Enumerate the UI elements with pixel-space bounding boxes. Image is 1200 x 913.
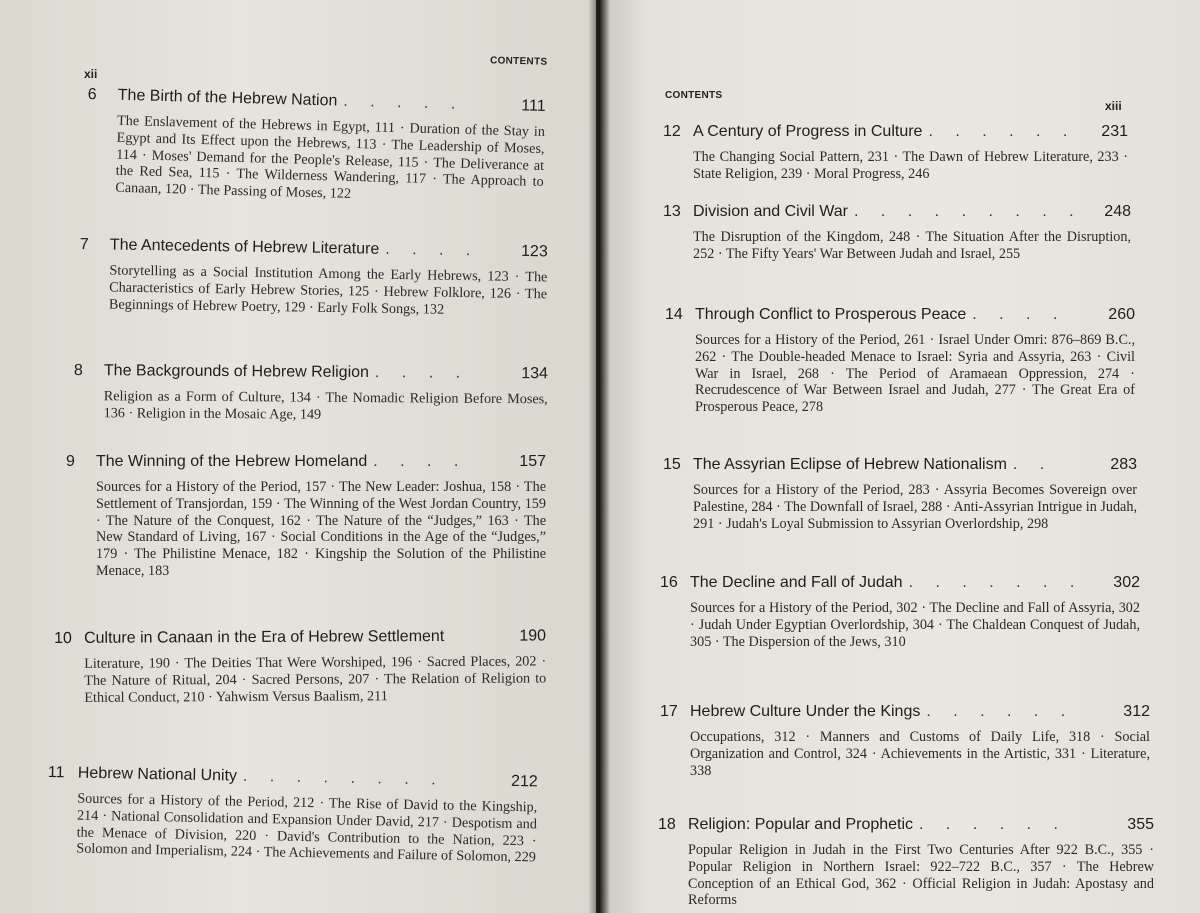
- page-folio: xii: [84, 67, 98, 81]
- chapter-line: [660, 574, 1140, 592]
- chapter-number: 9: [66, 453, 75, 470]
- chapter-page-number: 111: [521, 97, 546, 115]
- chapter-number: 6: [87, 86, 97, 104]
- chapter-title: The Backgrounds of Hebrew Religion: [103, 362, 370, 382]
- dot-leader: . . . .: [373, 453, 468, 470]
- chapter-page-number: 260: [1108, 306, 1135, 323]
- chapter-line: [663, 456, 1137, 474]
- chapter-number: 15: [663, 456, 681, 473]
- chapter-title: Through Conflict to Prosperous Peace: [695, 306, 967, 323]
- page-folio: xiii: [1105, 99, 1122, 113]
- chapter-line: [660, 703, 1150, 721]
- toc-entry: [658, 816, 1154, 909]
- chapter-title: The Antecedents of Hebrew Literature: [109, 236, 380, 258]
- toc-entry: [663, 123, 1128, 183]
- chapter-title: Division and Civil War: [693, 203, 848, 220]
- toc-entry: [79, 236, 548, 320]
- dot-leader: . . . . . .: [928, 123, 1077, 140]
- chapter-line: [658, 816, 1154, 834]
- chapter-number: 10: [54, 629, 72, 647]
- chapter-page-number: 312: [1123, 703, 1150, 720]
- chapter-number: 8: [73, 362, 83, 380]
- chapter-line: [80, 236, 548, 261]
- dot-leader: . . . . . . .: [908, 574, 1084, 591]
- chapter-page-number: 134: [521, 365, 548, 383]
- chapter-line: [665, 306, 1135, 324]
- chapter-description: The Disruption of the Kingdom, 248 · The Situation After the Disruption, 252 · The Fifty Years' War Between Judah and Israel, 255: [693, 229, 1131, 262]
- chapter-title: The Assyrian Eclipse of Hebrew Nationalism: [693, 456, 1007, 473]
- chapter-description: Sources for a History of the Period, 283 · Assyria Becomes Sovereign over Palestine, 284 · The Downfall of Israel, 288 · Anti-Assyrian Intrigue in Judah, 291 · Judah's Loyal Submission to Assyrian Overlordship, 298: [693, 482, 1137, 532]
- dot-leader: . . . . .: [343, 92, 465, 113]
- chapter-line: [48, 764, 538, 791]
- chapter-line: [663, 203, 1131, 221]
- chapter-page-number: 157: [519, 453, 546, 470]
- book-spine-gutter: [588, 0, 610, 913]
- chapter-page-number: 283: [1110, 456, 1137, 473]
- chapter-description: Sources for a History of the Period, 261 · Israel Under Omri: 876–869 B.C., 262 · The Double-headed Menace to Israel: Syria and Assyria, 263 · Civil War in Israel, 268 · The Period of Aramaean Oppression, 274 · Recrudescence of War Between Israel and Judah, 277 · The Great Era of Prosperous Peace, 278: [695, 332, 1135, 416]
- dot-leader: . . . .: [972, 306, 1067, 323]
- chapter-number: 11: [47, 764, 65, 782]
- chapter-description: The Changing Social Pattern, 231 · The Dawn of Hebrew Literature, 233 · State Religion, 239 · Moral Progress, 246: [693, 149, 1128, 182]
- toc-entry: [660, 703, 1150, 779]
- toc-entry: [74, 362, 548, 425]
- dot-leader: . .: [1012, 456, 1054, 473]
- toc-entry: [66, 453, 546, 580]
- chapter-page-number: 212: [510, 772, 538, 791]
- chapter-description: Sources for a History of the Period, 212 · The Rise of David to the Kingship, 214 · National Consolidation and Expansion Under David, 217 · Despotism and the Menace of Division, 220 · David's Contribution to the Nation, 223 · Solomon and Imperialism, 224 · The Achievements and Failure of Solomon, 229: [76, 790, 538, 866]
- toc-entry: [54, 627, 546, 706]
- dot-leader: . . . .: [385, 240, 480, 260]
- chapter-page-number: 302: [1113, 574, 1140, 591]
- dot-leader: . . . . . .: [926, 703, 1075, 720]
- chapter-title: A Century of Progress in Culture: [693, 123, 923, 140]
- dot-leader: . . . . . . . .: [242, 767, 445, 789]
- chapter-description: The Enslavement of the Hebrews in Egypt, 111 · Duration of the Stay in Egypt and Its Effect upon the Hebrews, 113 · The Leadership of Moses, 114 · Moses' Demand for the People's Release, 115 · The Deliverance at the Red Sea, 115 · The Wilderness Wandering, 117 · The Approach to Canaan, 120 · The Passing of Moses, 122: [115, 112, 546, 203]
- chapter-title: The Birth of the Hebrew Nation: [117, 86, 338, 110]
- chapter-description: Storytelling as a Social Institution Among the Early Hebrews, 123 · The Characteristics of Early Hebrew Stories, 125 · Hebrew Folklore, 126 · The Beginnings of Hebrew Poetry, 129 · Early Folk Songs, 132: [108, 262, 548, 318]
- toc-entry: [663, 456, 1137, 532]
- chapter-number: 13: [663, 203, 681, 220]
- chapter-line: [54, 627, 546, 648]
- toc-entry: [85, 86, 546, 208]
- chapter-title: The Winning of the Hebrew Homeland: [96, 453, 368, 470]
- chapter-description: Literature, 190 · The Deities That Were Worshiped, 196 · Sacred Places, 202 · The Nature of Ritual, 204 · Sacred Persons, 207 · The Relation of Religion to Ethical Conduct, 210 · Yahwism Versus Baalism, 211: [84, 653, 547, 706]
- chapter-number: 16: [660, 574, 678, 591]
- chapter-description: Occupations, 312 · Manners and Customs of Daily Life, 318 · Social Organization and Control, 324 · Achievements in the Artistic, 331 · Literature, 338: [690, 729, 1150, 779]
- dot-leader: . . . . . .: [919, 816, 1067, 833]
- toc-entry: [660, 574, 1140, 650]
- chapter-number: 14: [665, 306, 683, 323]
- chapter-page-number: 248: [1104, 203, 1131, 220]
- dot-leader: . . . .: [374, 364, 470, 382]
- chapter-page-number: 190: [519, 627, 547, 645]
- chapter-number: 18: [658, 816, 676, 833]
- chapter-title: Religion: Popular and Prophetic: [688, 816, 914, 833]
- chapter-description: Sources for a History of the Period, 157 · The New Leader: Joshua, 158 · The Settlement of Transjordan, 159 · The Winning of the West Jordan Country, 159 · The Nature of the Conquest, 162 · The Nature of the “Judges,” 163 · The New Standard of Living, 167 · Social Conditions in the Age of the “Judges,” 179 · The Philistine Menace, 182 · Kingship the Solution of the Philistine Menace, 183: [96, 479, 546, 579]
- chapter-description: Popular Religion in Judah in the First Two Centuries After 922 B.C., 355 · Popular Religion in Northern Israel: 922–722 B.C., 357 · The Hebrew Conception of an Ethical God, 362 · Official Religion in Judah: Apostasy and Reforms: [688, 842, 1154, 909]
- chapter-number: 7: [79, 236, 89, 254]
- chapter-title: Hebrew National Unity: [77, 764, 238, 785]
- chapter-title: Hebrew Culture Under the Kings: [690, 703, 921, 720]
- toc-entry: [663, 203, 1131, 263]
- chapter-page-number: 123: [520, 242, 548, 261]
- chapter-page-number: 355: [1127, 816, 1154, 833]
- running-header: CONTENTS: [489, 55, 548, 68]
- chapter-description: Sources for a History of the Period, 302 · The Decline and Fall of Assyria, 302 · Judah Under Egyptian Overlordship, 304 · The Chaldean Conquest of Judah, 305 · The Dispersion of the Jews, 310: [690, 600, 1140, 650]
- chapter-line: [66, 453, 546, 471]
- chapter-title: The Decline and Fall of Judah: [690, 574, 903, 591]
- chapter-line: [88, 86, 546, 116]
- running-header: CONTENTS: [665, 90, 723, 101]
- toc-entry: [665, 306, 1135, 416]
- right-page: [600, 0, 1200, 913]
- chapter-page-number: 231: [1101, 123, 1128, 140]
- chapter-number: 17: [660, 703, 678, 720]
- chapter-description: Religion as a Form of Culture, 134 · The Nomadic Religion Before Moses, 136 · Religion in the Mosaic Age, 149: [103, 388, 548, 423]
- chapter-number: 12: [663, 123, 681, 140]
- chapter-line: [663, 123, 1128, 141]
- left-page: [0, 0, 596, 913]
- chapter-title: Culture in Canaan in the Era of Hebrew Settlement: [83, 627, 445, 647]
- dot-leader: . . . . . . . . .: [854, 203, 1083, 220]
- chapter-line: [74, 362, 548, 383]
- toc-entry: [46, 764, 538, 867]
